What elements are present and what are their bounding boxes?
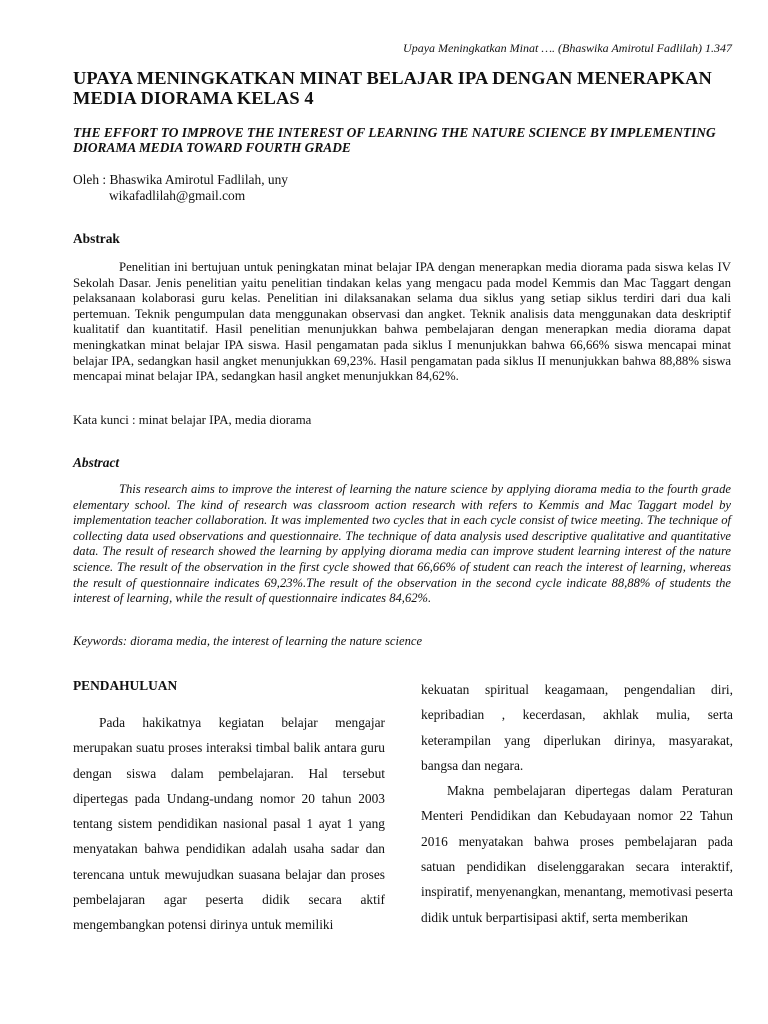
- running-head: Upaya Meningkatkan Minat …. (Bhaswika Amirotul Fadlilah) 1.347: [403, 41, 732, 55]
- intro-paragraph-2: Makna pembelajaran dipertegas dalam Peraturan Menteri Pendidikan dan Kebudayaan nomor 22 Tahun 2016 menyatakan bahwa proses pembelajaran pada satuan pendidikan diselenggarakan secara interaktif, inspiratif, menyenangkan, menantang, memotivasi peserta didik untuk berpartisipasi aktif, serta memberikan: [421, 783, 733, 925]
- author-block: [73, 172, 473, 204]
- abstract-heading: Abstract: [73, 455, 120, 470]
- author-email: wikafadlilah@gmail.com: [109, 188, 246, 203]
- author-line: Oleh : Bhaswika Amirotul Fadlilah, uny: [73, 172, 288, 187]
- article-subtitle-english: THE EFFORT TO IMPROVE THE INTEREST OF LEARNING THE NATURE SCIENCE BY IMPLEMENTING DIORAMA MEDIA TOWARD FOURTH GRADE: [73, 125, 716, 155]
- intro-paragraph-1: Pada hakikatnya kegiatan belajar mengajar merupakan suatu proses interaksi timbal balik antara guru dengan siswa dalam pembelajaran. Hal tersebut dipertegas pada Undang-undang nomor 20 tahun 2003 tentang sistem pendidikan nasional pasal 1 ayat 1 yang menyatakan bahwa pendidikan adalah usaha sadar dan terencana untuk mewujudkan suasana belajar dan proses pembelajaran agar peserta didik secara aktif mengembangkan potensi dirinya untuk memiliki: [73, 715, 385, 933]
- article-title: UPAYA MENINGKATKAN MINAT BELAJAR IPA DENGAN MENERAPKAN MEDIA DIORAMA KELAS 4: [73, 68, 712, 108]
- right-column: [421, 677, 733, 930]
- keywords: Keywords: diorama media, the interest of learning the nature science: [73, 634, 423, 648]
- abstrak-heading: Abstrak: [73, 231, 120, 246]
- abstract-body: This research aims to improve the interest of learning the nature science by applying diorama media to the fourth grade elementary school. The kind of research was classroom action research with refers to Kemmis and Mac Taggart model by implementation teacher collaboration. It was implemented two cycles that in each cycle consist of twice meeting. The technique of collecting data used observations and questionnaire. The technique of data analysis used descriptive qualitative and quantitative data. The result of research showed the learning by applying diorama media can improve student learning interest of the nature science. The result of the observation in the first cycle showed that 66,66% of student can reach the interest of learning, whereas the result of questionnaire indicates 69,23%.The result of the observation in the second cycle indicate 88,88% of students the interest of learning, while the result of questionnaire indicates 84,62%.: [73, 482, 731, 606]
- pendahuluan-heading: PENDAHULUAN: [73, 678, 178, 693]
- abstrak-body: Penelitian ini bertujuan untuk peningkatan minat belajar IPA dengan menerapkan media diorama pada siswa kelas IV Sekolah Dasar. Jenis penelitian yaitu penelitian tindakan kelas yang mengacu pada model Kemmis dan Mac Taggart dengan pelaksanaan kolaborasi guru kelas. Penelitian ini dilaksanakan selama dua siklus yang setiap siklus terdiri dari dua kali pertemuan. Teknik pengumpulan data menggunakan observasi dan angket. Teknik analisis data menggunakan data deskriptif kualitatif dan kuantitatif. Hasil penelitian menunjukkan bahwa pembelajaran dengan menerapkan media diorama dapat meningkatkan minat belajar IPA siswa. Hasil pengamatan pada siklus I menunjukkan bahwa 66,66% siswa mencapai minat belajar IPA, sedangkan hasil angket menunjukkan 69,23%. Hasil pengamatan pada siklus II menunjukkan bahwa 88,88% siswa mencapai minat belajar IPA, sedangkan hasil angket menunjukkan 84,62%.: [73, 260, 731, 384]
- kata-kunci: Kata kunci : minat belajar IPA, media diorama: [73, 413, 312, 427]
- intro-paragraph-1-continued: kekuatan spiritual keagamaan, pengendalian diri, kepribadian , kecerdasan, akhlak mulia, serta keterampilan yang diperlukan dirinya, masyarakat, bangsa dan negara.: [421, 682, 733, 773]
- left-column: [73, 676, 385, 938]
